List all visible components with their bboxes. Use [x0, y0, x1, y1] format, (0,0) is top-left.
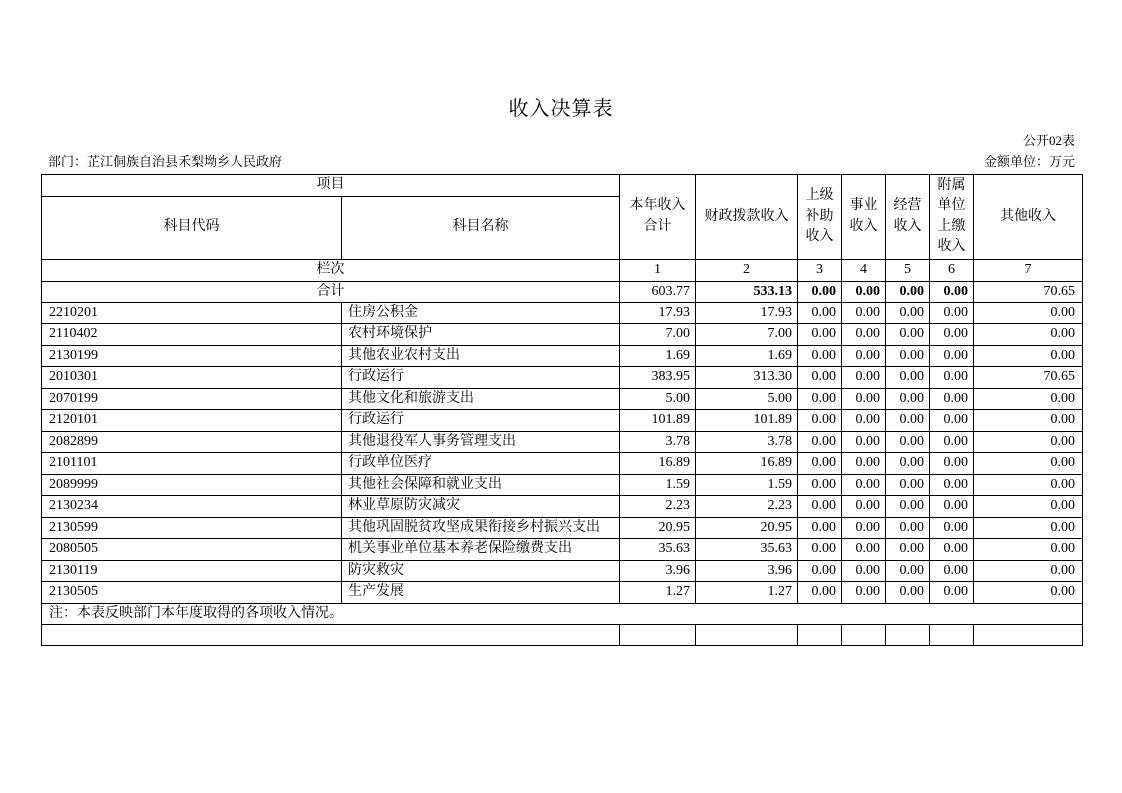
cell-operation-income: 0.00 [886, 517, 930, 539]
cell-affiliated-unit-income: 0.00 [930, 302, 974, 324]
cell-affiliated-unit-income: 0.00 [930, 496, 974, 518]
cell-subject-name: 其他文化和旅游支出 [342, 388, 620, 410]
cell-superior-subsidy: 0.00 [798, 367, 842, 389]
header-subject-code: 科目代码 [42, 196, 342, 259]
cell-operation-income: 0.00 [886, 324, 930, 346]
header-row-1 [42, 175, 1083, 197]
cell-subject-name: 行政运行 [342, 367, 620, 389]
cell-operation-income: 0.00 [886, 453, 930, 475]
cell-fiscal-appropriation: 16.89 [696, 453, 798, 475]
cell-subject-name: 农村环境保护 [342, 324, 620, 346]
cell-other-income: 0.00 [974, 517, 1083, 539]
cell-total-income: 1.59 [620, 474, 696, 496]
cell-affiliated-unit-income: 0.00 [930, 453, 974, 475]
cell-operation-income: 0.00 [886, 431, 930, 453]
cell-total-income: 7.00 [620, 324, 696, 346]
cell-superior-subsidy: 0.00 [798, 539, 842, 561]
cell-fiscal-appropriation: 20.95 [696, 517, 798, 539]
table-row [42, 453, 1083, 475]
table-row [42, 560, 1083, 582]
column-index: 1 [620, 259, 696, 281]
column-index: 6 [930, 259, 974, 281]
cell-affiliated-unit-income: 0.00 [930, 367, 974, 389]
cell-subject-name: 其他社会保障和就业支出 [342, 474, 620, 496]
cell-total-income: 101.89 [620, 410, 696, 432]
cell-business-income: 0.00 [842, 410, 886, 432]
cell-business-income: 0.00 [842, 324, 886, 346]
empty-cell [42, 624, 620, 645]
cell-other-income: 0.00 [974, 582, 1083, 604]
cell-subject-name: 行政运行 [342, 410, 620, 432]
cell-affiliated-unit-income: 0.00 [930, 582, 974, 604]
cell-superior-subsidy: 0.00 [798, 560, 842, 582]
cell-subject-code: 2130119 [42, 560, 342, 582]
table-note: 注：本表反映部门本年度取得的各项收入情况。 [42, 603, 1083, 624]
cell-superior-subsidy: 0.00 [798, 453, 842, 475]
column-index-row [42, 259, 1083, 281]
cell-subject-code: 2070199 [42, 388, 342, 410]
cell-superior-subsidy: 0.00 [798, 474, 842, 496]
total-business-income: 0.00 [842, 281, 886, 302]
cell-other-income: 0.00 [974, 496, 1083, 518]
header-operation-income: 经营 收入 [886, 175, 930, 260]
cell-total-income: 1.27 [620, 582, 696, 604]
cell-fiscal-appropriation: 101.89 [696, 410, 798, 432]
cell-superior-subsidy: 0.00 [798, 388, 842, 410]
cell-operation-income: 0.00 [886, 560, 930, 582]
cell-subject-name: 林业草原防灾减灾 [342, 496, 620, 518]
cell-business-income: 0.00 [842, 302, 886, 324]
cell-other-income: 0.00 [974, 410, 1083, 432]
cell-fiscal-appropriation: 1.69 [696, 345, 798, 367]
header-total-income: 本年收入 合计 [620, 175, 696, 260]
empty-cell [974, 624, 1083, 645]
table-body [42, 302, 1083, 603]
empty-cell [886, 624, 930, 645]
cell-subject-name: 防灾救灾 [342, 560, 620, 582]
table-row [42, 517, 1083, 539]
cell-business-income: 0.00 [842, 388, 886, 410]
empty-cell [696, 624, 798, 645]
cell-total-income: 16.89 [620, 453, 696, 475]
cell-fiscal-appropriation: 1.59 [696, 474, 798, 496]
table-row [42, 539, 1083, 561]
header-other-income: 其他收入 [974, 175, 1083, 260]
header-project: 项目 [42, 175, 620, 197]
cell-operation-income: 0.00 [886, 345, 930, 367]
cell-other-income: 0.00 [974, 388, 1083, 410]
cell-total-income: 3.78 [620, 431, 696, 453]
cell-subject-code: 2130199 [42, 345, 342, 367]
cell-operation-income: 0.00 [886, 474, 930, 496]
cell-superior-subsidy: 0.00 [798, 324, 842, 346]
header-superior-subsidy: 上级 补助 收入 [798, 175, 842, 260]
cell-subject-code: 2010301 [42, 367, 342, 389]
cell-business-income: 0.00 [842, 431, 886, 453]
cell-other-income: 70.65 [974, 367, 1083, 389]
cell-superior-subsidy: 0.00 [798, 431, 842, 453]
cell-subject-name: 其他巩固脱贫攻坚成果衔接乡村振兴支出 [342, 517, 620, 539]
cell-operation-income: 0.00 [886, 496, 930, 518]
table-row [42, 474, 1083, 496]
cell-fiscal-appropriation: 1.27 [696, 582, 798, 604]
cell-subject-code: 2130234 [42, 496, 342, 518]
column-index: 3 [798, 259, 842, 281]
column-index: 7 [974, 259, 1083, 281]
note-row [42, 603, 1083, 624]
cell-superior-subsidy: 0.00 [798, 517, 842, 539]
cell-subject-code: 2101101 [42, 453, 342, 475]
cell-other-income: 0.00 [974, 324, 1083, 346]
cell-total-income: 383.95 [620, 367, 696, 389]
cell-subject-name: 生产发展 [342, 582, 620, 604]
cell-fiscal-appropriation: 3.96 [696, 560, 798, 582]
cell-total-income: 2.23 [620, 496, 696, 518]
column-index: 2 [696, 259, 798, 281]
income-statement-table [41, 174, 1083, 646]
cell-affiliated-unit-income: 0.00 [930, 388, 974, 410]
empty-row [42, 624, 1083, 645]
cell-other-income: 0.00 [974, 560, 1083, 582]
cell-superior-subsidy: 0.00 [798, 496, 842, 518]
cell-fiscal-appropriation: 17.93 [696, 302, 798, 324]
cell-subject-name: 其他农业农村支出 [342, 345, 620, 367]
cell-business-income: 0.00 [842, 474, 886, 496]
column-index: 5 [886, 259, 930, 281]
cell-affiliated-unit-income: 0.00 [930, 560, 974, 582]
cell-total-income: 35.63 [620, 539, 696, 561]
cell-total-income: 1.69 [620, 345, 696, 367]
cell-affiliated-unit-income: 0.00 [930, 431, 974, 453]
cell-other-income: 0.00 [974, 345, 1083, 367]
cell-subject-name: 其他退役军人事务管理支出 [342, 431, 620, 453]
cell-operation-income: 0.00 [886, 388, 930, 410]
empty-cell [930, 624, 974, 645]
cell-business-income: 0.00 [842, 517, 886, 539]
total-total-income: 603.77 [620, 281, 696, 302]
total-operation-income: 0.00 [886, 281, 930, 302]
column-index-label: 栏次 [42, 259, 620, 281]
cell-fiscal-appropriation: 5.00 [696, 388, 798, 410]
table-row [42, 345, 1083, 367]
cell-subject-code: 2110402 [42, 324, 342, 346]
cell-other-income: 0.00 [974, 539, 1083, 561]
table-header [42, 175, 1083, 303]
cell-superior-subsidy: 0.00 [798, 582, 842, 604]
cell-subject-code: 2210201 [42, 302, 342, 324]
total-superior-subsidy: 0.00 [798, 281, 842, 302]
cell-fiscal-appropriation: 2.23 [696, 496, 798, 518]
cell-operation-income: 0.00 [886, 582, 930, 604]
cell-total-income: 3.96 [620, 560, 696, 582]
form-number: 公开02表 [1022, 133, 1075, 148]
cell-total-income: 20.95 [620, 517, 696, 539]
total-other-income: 70.65 [974, 281, 1083, 302]
cell-subject-name: 住房公积金 [342, 302, 620, 324]
page-title: 收入决算表 [508, 98, 614, 120]
cell-other-income: 0.00 [974, 474, 1083, 496]
cell-business-income: 0.00 [842, 345, 886, 367]
table-row [42, 302, 1083, 324]
cell-subject-name: 行政单位医疗 [342, 453, 620, 475]
cell-affiliated-unit-income: 0.00 [930, 324, 974, 346]
table-row [42, 496, 1083, 518]
department-label: 部门：芷江侗族自治县禾梨坳乡人民政府 [48, 154, 283, 169]
cell-affiliated-unit-income: 0.00 [930, 345, 974, 367]
total-fiscal-appropriation: 533.13 [696, 281, 798, 302]
cell-subject-code: 2130505 [42, 582, 342, 604]
cell-affiliated-unit-income: 0.00 [930, 539, 974, 561]
cell-superior-subsidy: 0.00 [798, 302, 842, 324]
column-index: 4 [842, 259, 886, 281]
table-footer [42, 603, 1083, 645]
header-fiscal-appropriation: 财政拨款收入 [696, 175, 798, 260]
cell-subject-name: 机关事业单位基本养老保险缴费支出 [342, 539, 620, 561]
cell-operation-income: 0.00 [886, 367, 930, 389]
header-subject-name: 科目名称 [342, 196, 620, 259]
cell-fiscal-appropriation: 7.00 [696, 324, 798, 346]
empty-cell [620, 624, 696, 645]
cell-subject-code: 2120101 [42, 410, 342, 432]
cell-other-income: 0.00 [974, 302, 1083, 324]
table-row [42, 367, 1083, 389]
cell-business-income: 0.00 [842, 560, 886, 582]
cell-fiscal-appropriation: 313.30 [696, 367, 798, 389]
table-row [42, 410, 1083, 432]
cell-operation-income: 0.00 [886, 410, 930, 432]
cell-subject-code: 2089999 [42, 474, 342, 496]
table-row [42, 388, 1083, 410]
cell-fiscal-appropriation: 35.63 [696, 539, 798, 561]
cell-affiliated-unit-income: 0.00 [930, 517, 974, 539]
cell-affiliated-unit-income: 0.00 [930, 474, 974, 496]
cell-operation-income: 0.00 [886, 539, 930, 561]
cell-business-income: 0.00 [842, 539, 886, 561]
table-row [42, 431, 1083, 453]
header-affiliated-unit-income: 附属 单位 上缴 收入 [930, 175, 974, 260]
cell-affiliated-unit-income: 0.00 [930, 410, 974, 432]
total-affiliated-unit-income: 0.00 [930, 281, 974, 302]
empty-cell [798, 624, 842, 645]
amount-unit-label: 金额单位：万元 [983, 154, 1075, 169]
cell-business-income: 0.00 [842, 367, 886, 389]
header-business-income: 事业 收入 [842, 175, 886, 260]
cell-subject-code: 2082899 [42, 431, 342, 453]
cell-total-income: 5.00 [620, 388, 696, 410]
cell-subject-code: 2080505 [42, 539, 342, 561]
cell-business-income: 0.00 [842, 582, 886, 604]
cell-other-income: 0.00 [974, 453, 1083, 475]
cell-subject-code: 2130599 [42, 517, 342, 539]
table-row [42, 324, 1083, 346]
cell-operation-income: 0.00 [886, 302, 930, 324]
total-row-label: 合计 [42, 281, 620, 302]
cell-fiscal-appropriation: 3.78 [696, 431, 798, 453]
empty-cell [842, 624, 886, 645]
total-row [42, 281, 1083, 302]
cell-superior-subsidy: 0.00 [798, 345, 842, 367]
cell-business-income: 0.00 [842, 453, 886, 475]
cell-superior-subsidy: 0.00 [798, 410, 842, 432]
table-row [42, 582, 1083, 604]
cell-business-income: 0.00 [842, 496, 886, 518]
cell-total-income: 17.93 [620, 302, 696, 324]
cell-other-income: 0.00 [974, 431, 1083, 453]
